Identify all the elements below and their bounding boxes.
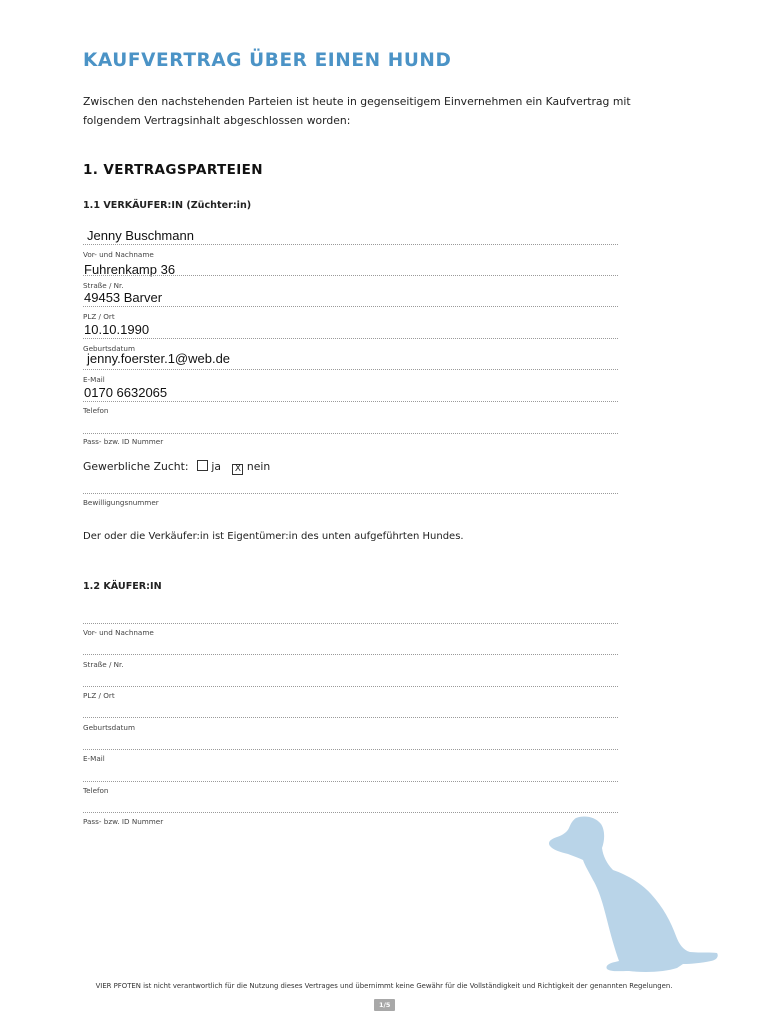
field-line [83,275,618,276]
seller-birthdate-value: 10.10.1990 [84,322,150,337]
seller-name-value: Jenny Buschmann [87,228,194,243]
seller-street-field[interactable] [83,262,618,276]
seller-street-value: Fuhrenkamp 36 [84,262,176,277]
field-line [83,338,618,339]
seller-name-field[interactable] [83,226,618,245]
dog-silhouette-icon [545,812,720,977]
intro-paragraph: Zwischen den nachstehenden Parteien ist heute in gegenseitigem Einvernehmen ein Kaufvertrag mit folgendem Vertragsinhalt abgeschlossen worden: [83,95,631,127]
seller-phone-field[interactable] [83,384,618,402]
field-line [83,654,618,655]
buyer-email-label: E-Mail [83,754,105,763]
buyer-phone-label: Telefon [83,786,109,795]
field-line [83,433,618,434]
field-line [83,401,618,402]
buyer-heading: 1.2 KÄUFER:IN [83,581,162,592]
field-line [83,717,618,718]
buyer-email-field[interactable] [83,732,618,750]
checkbox-nein-label: nein [246,460,271,473]
seller-city-field[interactable] [83,290,618,307]
document-title: KAUFVERTRAG ÜBER EINEN HUND [83,50,452,71]
field-line [83,369,618,370]
field-line [83,623,618,624]
buyer-name-label: Vor- und Nachname [83,628,154,637]
section-title-parties: 1. VERTRAGSPARTEIEN [83,162,264,178]
seller-city-value: 49453 Barver [84,290,163,305]
field-line [83,686,618,687]
seller-name-label: Vor- und Nachname [83,250,154,259]
field-line [83,781,618,782]
seller-heading: 1.1 VERKÄUFER:IN (Züchter:in) [83,200,252,211]
permit-number-field[interactable] [83,476,618,494]
seller-email-field[interactable] [83,350,618,370]
buyer-birthdate-label: Geburtsdatum [83,723,135,732]
commercial-breeding-row [83,460,270,475]
field-line [83,812,618,813]
seller-birthdate-field[interactable] [83,321,618,339]
footer-disclaimer: VIER PFOTEN ist nicht verantwortlich für die Nutzung dieses Vertrages und übernimmt keine Gewähr für die Vollständigkeit und Richtigkeit der genannten Regelungen. [95,982,673,990]
field-line [83,306,618,307]
seller-city-label: PLZ / Ort [83,312,115,321]
buyer-street-field[interactable] [83,637,618,655]
buyer-birthdate-field[interactable] [83,700,618,718]
buyer-name-field[interactable] [83,606,618,624]
seller-phone-value: 0170 6632065 [84,385,168,400]
buyer-id-label: Pass- bzw. ID Nummer [83,817,164,826]
field-line [83,749,618,750]
buyer-phone-field[interactable] [83,764,618,782]
page-number-badge: 1/5 [374,999,395,1011]
checkbox-ja[interactable] [197,460,208,471]
buyer-city-label: PLZ / Ort [83,691,115,700]
seller-phone-label: Telefon [83,406,109,415]
checkbox-ja-label: ja [211,460,222,473]
permit-number-label: Bewilligungsnummer [83,498,159,507]
buyer-street-label: Straße / Nr. [83,660,124,669]
commercial-breeding-label: Gewerbliche Zucht: [83,460,189,473]
buyer-id-field[interactable] [83,795,618,813]
field-line [83,244,618,245]
seller-email-value: jenny.foerster.1@web.de [87,351,231,366]
buyer-city-field[interactable] [83,669,618,687]
field-line [83,493,618,494]
seller-street-label: Straße / Nr. [83,281,124,290]
seller-birthdate-label: Geburtsdatum [83,344,135,353]
seller-id-label: Pass- bzw. ID Nummer [83,437,164,446]
checkbox-nein[interactable]: X [232,464,243,475]
seller-email-label: E-Mail [83,375,105,384]
seller-id-field[interactable] [83,416,618,434]
owner-statement: Der oder die Verkäufer:in ist Eigentümer:in des unten aufgeführten Hundes. [83,531,464,542]
